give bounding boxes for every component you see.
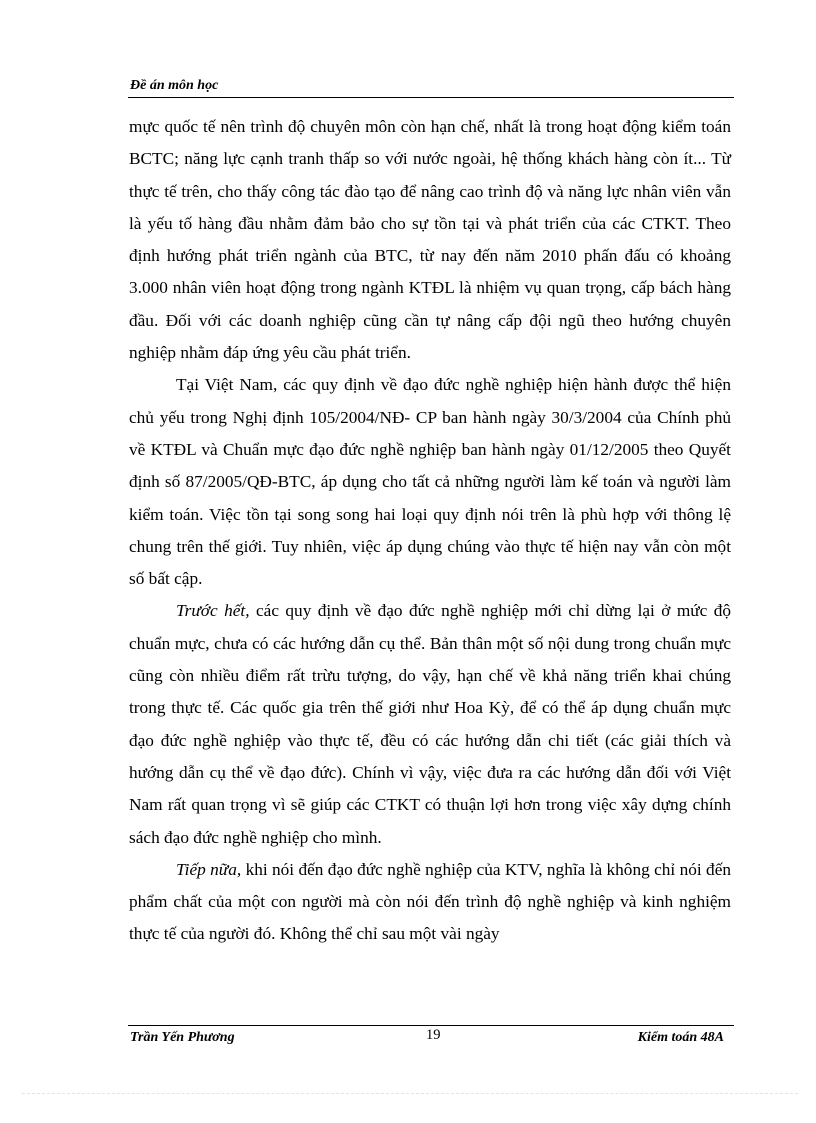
page-footer	[128, 1025, 734, 1056]
paragraph-regulations	[129, 369, 731, 595]
page-edge-divider	[22, 1093, 798, 1094]
paragraph-text: các quy định về đạo đức nghề nghiệp mới chỉ dừng lại ở mức độ chuẩn mực, chưa có các hướng dẫn cụ thể. Bản thân một số nội dung trong chuẩn mực cũng còn nhiều điểm rất trừu tượng, do vậy, hạn chế về khả năng triển khai chúng trong thực tế. Các quốc gia trên thế giới như Hoa Kỳ, để có thể áp dụng chuẩn mực đạo đức nghề nghiệp vào thực tế, đều có các hướng dẫn chi tiết (các giải thích và hướng dẫn cụ thể về đạo đức). Chính vì vậy, việc đưa ra các hướng dẫn đối với Việt Nam rất quan trọng vì sẽ giúp các CTKT có thuận lợi hơn trong việc xây dựng chính sách đạo đức nghề nghiệp cho mình.	[129, 601, 731, 847]
page-number: 19	[426, 1027, 441, 1043]
paragraph-text: Tại Việt Nam, các quy định về đạo đức nghề nghiệp hiện hành được thể hiện chủ yếu trong Nghị định 105/2004/NĐ- CP ban hành ngày 30/3/2004 của Chính phủ về KTĐL và Chuẩn mực đạo đức nghề nghiệp ban hành ngày 01/12/2005 theo Quyết định số 87/2005/QĐ-BTC, áp dụng cho tất cả những người làm kế toán và người làm kiểm toán. Việc tồn tại song song hai loại quy định nói trên là phù hợp với thông lệ chung trên thế giới. Tuy nhiên, việc áp dụng chúng vào thực tế hiện nay vẫn còn một số bất cập.	[129, 375, 731, 589]
footer-author: Trần Yến Phương	[130, 1030, 235, 1045]
paragraph-continuation	[129, 111, 731, 369]
footer-course: Kiểm toán 48A	[637, 1030, 724, 1045]
paragraph-text: khi nói đến đạo đức nghề nghiệp của KTV, nghĩa là không chỉ nói đến phẩm chất của một con người mà còn nói đến trình độ nghề nghiệp và kinh nghiệm thực tế của người đó. Không thể chỉ sau một vài ngày	[129, 859, 732, 944]
header-title: Đề án môn học	[130, 78, 219, 93]
paragraph-second-issue	[129, 854, 731, 951]
paragraph-lead: Tiếp nữa,	[176, 859, 242, 879]
paragraph-text: mực quốc tế nên trình độ chuyên môn còn hạn chế, nhất là trong hoạt động kiểm toán BCTC; năng lực cạnh tranh thấp so với nước ngoài, hệ thống khách hàng còn ít... Từ thực tế trên, cho thấy công tác đào tạo để nâng cao trình độ và năng lực nhân viên vẫn là yếu tố hàng đầu nhằm đảm bảo cho sự tồn tại và phát triển của các CTKT. Theo định hướng phát triển ngành của BTC, từ nay đến năm 2010 phấn đấu có khoảng 3.000 nhân viên hoạt động trong ngành KTĐL là nhiệm vụ quan trọng, cấp bách hàng đầu. Đối với các doanh nghiệp cũng cần tự nâng cấp đội ngũ theo hướng chuyên nghiệp nhằm đáp ứng yêu cầu phát triển.	[129, 117, 731, 363]
paragraph-lead: Trước hết,	[176, 601, 250, 621]
page-header	[128, 75, 734, 98]
paragraph-first-issue	[129, 595, 731, 853]
document-body	[129, 111, 731, 951]
